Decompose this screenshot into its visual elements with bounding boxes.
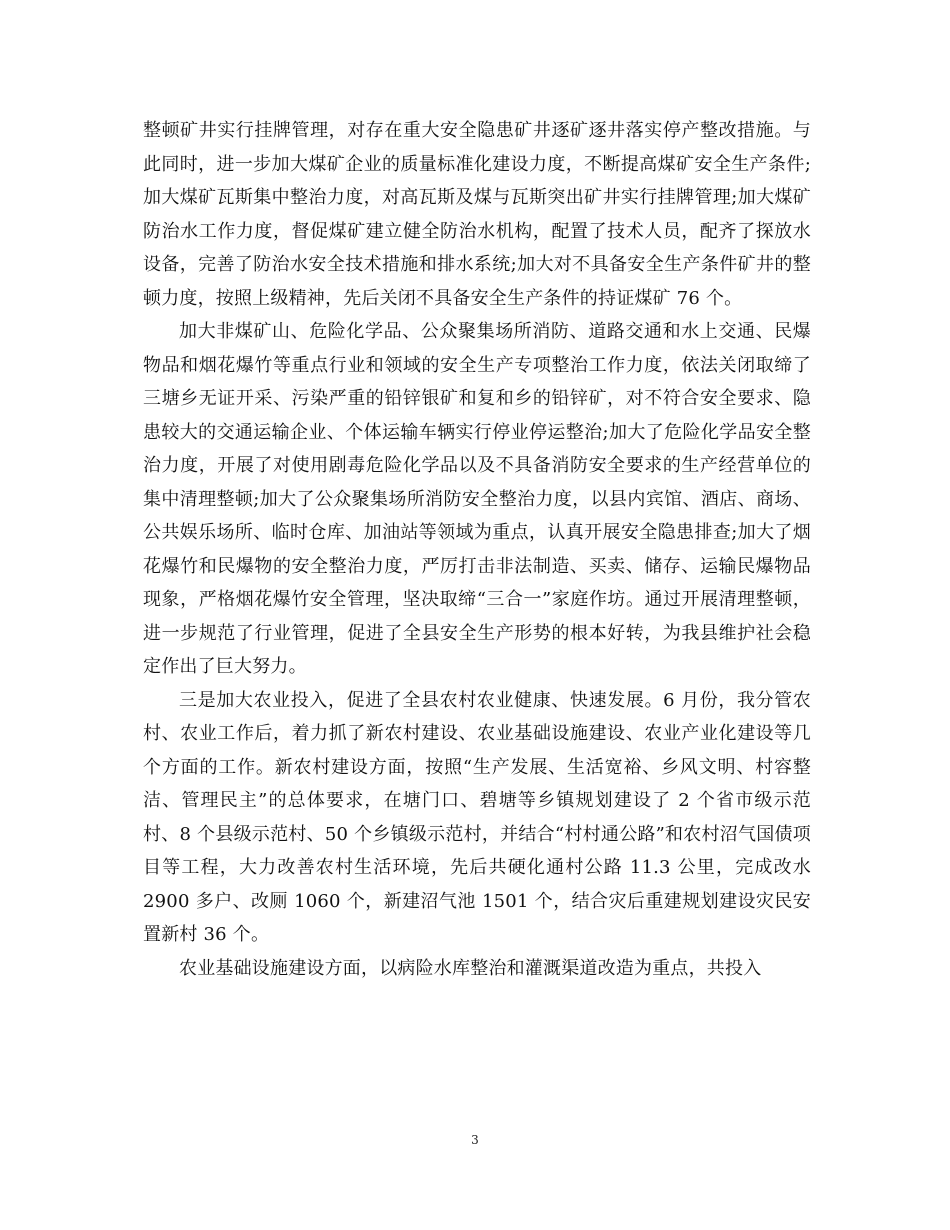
paragraph-agriculture-investment: 三是加大农业投入，促进了全县农村农业健康、快速发展。6 月份，我分管农村、农业工作后，着力抓了新农村建设、农业基础设施建设、农业产业化建设等几个方面的工作。新农村建设方面，按照“生产发展、生活宽裕、乡风文明、村容整洁、管理民主”的总体要求，在塘门口、碧塘等乡镇规划建设了 2 个省市级示范村、8 个县级示范村、50 个乡镇级示范村，并结合“村村通公路”和农村沼气国债项目等工程，大力改善农村生活环境，先后共硬化通村公路 11.3 公里，完成改水 2900 多户、改厕 1060 个，新建沼气池 1501 个，结合灾后重建规划建设灾民安置新村 36 个。 [143,689,811,945]
paragraph-non-coal-safety-rectification: 加大非煤矿山、危险化学品、公众聚集场所消防、道路交通和水上交通、民爆物品和烟花爆竹等重点行业和领域的安全生产专项整治工作力度，依法关闭取缔了三塘乡无证开采、污染严重的铅锌银矿和复和乡的铅锌矿，对不符合安全要求、隐患较大的交通运输企业、个体运输车辆实行停业停运整治;加大了危险化学品安全整治力度，开展了对使用剧毒危险化学品以及不具备消防安全要求的生产经营单位的集中清理整顿;加大了公众聚集场所消防安全整治力度，以县内宾馆、酒店、商场、公共娱乐场所、临时仓库、加油站等领域为重点，认真开展安全隐患排查;加大了烟花爆竹和民爆物的安全整治力度，严厉打击非法制造、买卖、储存、运输民爆物品现象，严格烟花爆竹安全管理，坚决取缔“三合一”家庭作坊。通过开展清理整顿，进一步规范了行业管理，促进了全县安全生产形势的根本好转，为我县维护社会稳定作出了巨大努力。 [143,321,811,677]
paragraph-coal-mine-rectification: 整顿矿井实行挂牌管理，对存在重大安全隐患矿井逐矿逐井落实停产整改措施。与此同时，进一步加大煤矿企业的质量标准化建设力度，不断提高煤矿安全生产条件;加大煤矿瓦斯集中整治力度，对高瓦斯及煤与瓦斯突出矿井实行挂牌管理;加大煤矿防治水工作力度，督促煤矿建立健全防治水机构，配置了技术人员，配齐了探放水设备，完善了防治水安全技术措施和排水系统;加大对不具备安全生产条件矿井的整顿力度，按照上级精神，先后关闭不具备安全生产条件的持证煤矿 76 个。 [143,120,811,309]
paragraph-agricultural-infrastructure: 农业基础设施建设方面，以病险水库整治和灌溉渠道改造为重点，共投入 [179,957,762,979]
document-body [143,114,811,985]
page-number: 3 [471,1133,479,1147]
